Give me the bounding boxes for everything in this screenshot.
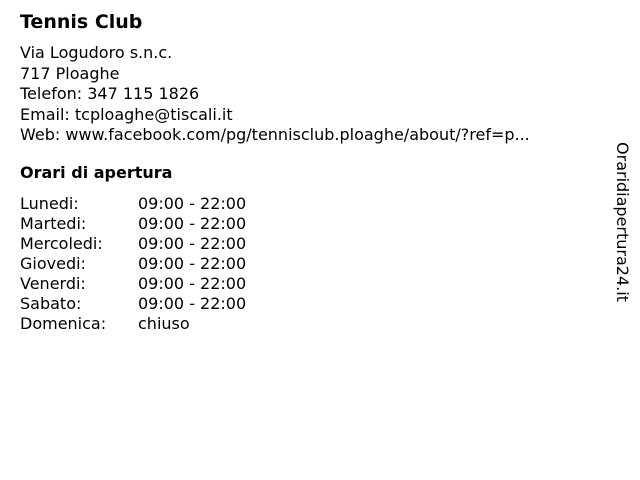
time-value: 09:00 - 22:00 [138, 214, 247, 233]
time-value: 09:00 - 22:00 [138, 194, 247, 213]
address-line: Via Logudoro s.n.c. [20, 43, 173, 62]
contact-info [20, 43, 530, 146]
opening-hours-heading: Orari di apertura [20, 163, 173, 182]
time-value: 09:00 - 22:00 [138, 274, 247, 293]
phone-line: Telefon: 347 115 1826 [20, 84, 200, 103]
day-label: Mercoledi: [20, 234, 103, 253]
day-label: Martedi: [20, 214, 87, 233]
time-value: 09:00 - 22:00 [138, 294, 247, 313]
business-title: Tennis Club [20, 11, 143, 33]
time-value: chiuso [138, 314, 190, 333]
city-line: 717 Ploaghe [20, 63, 120, 83]
day-label: Lunedi: [20, 194, 79, 213]
site-brand-vertical: Oraridiapertura24.it [613, 142, 632, 302]
day-label: Giovedi: [20, 254, 86, 273]
email-line: Email: tcploaghe@tiscali.it [20, 104, 233, 124]
day-label: Venerdi: [20, 274, 86, 293]
web-line: Web: www.facebook.com/pg/tennisclub.ploaghe/about/?ref=p... [20, 125, 530, 144]
time-value: 09:00 - 22:00 [138, 234, 247, 253]
day-label: Domenica: [20, 314, 107, 333]
day-label: Sabato: [20, 294, 82, 313]
time-value: 09:00 - 22:00 [138, 254, 247, 273]
